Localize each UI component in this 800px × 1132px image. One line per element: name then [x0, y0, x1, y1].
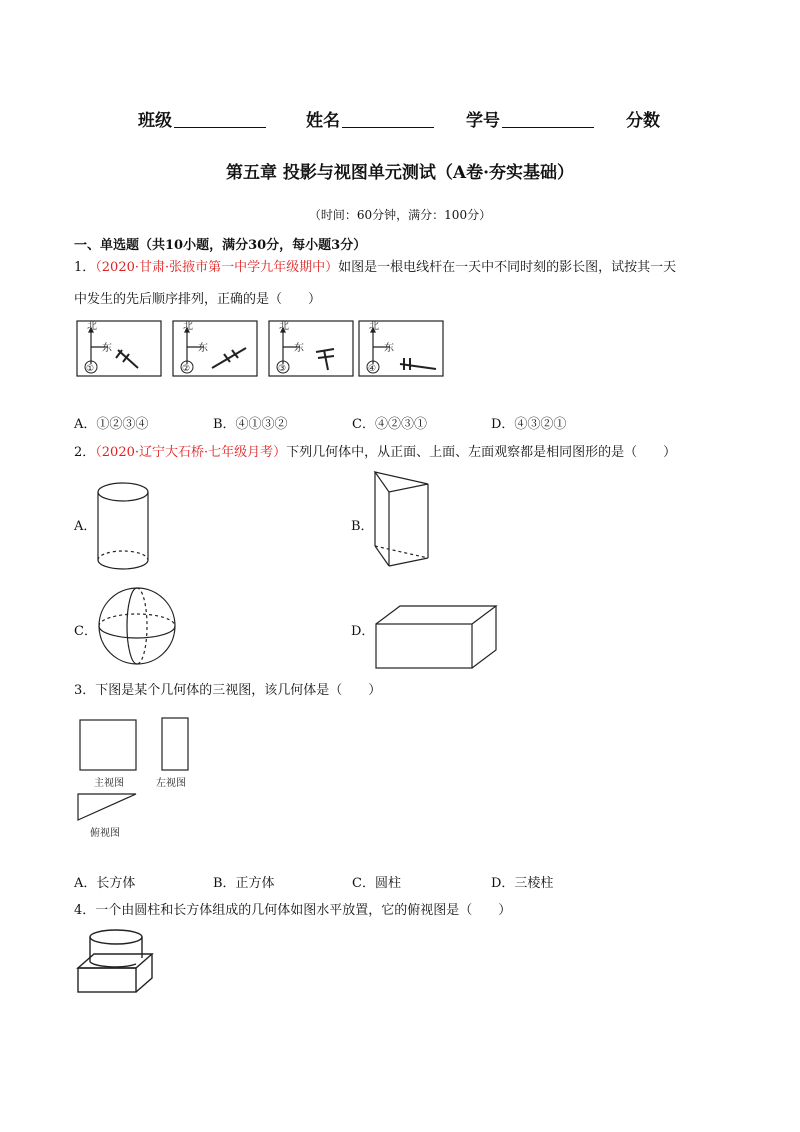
panel-1-east: 东 [102, 343, 112, 354]
question-2-text: 下列几何体中，从正面、上面、左面观察都是相同图形的是（ ） [286, 445, 677, 460]
id-field [466, 106, 594, 131]
panel-3-north: 北 [279, 321, 289, 332]
q3-option-d[interactable]: D．三棱柱 [491, 876, 554, 891]
panel-3-east: 东 [294, 343, 304, 354]
top-view-triangle [78, 794, 136, 820]
front-view-square [80, 720, 136, 770]
question-2-number: 2． [74, 445, 96, 460]
q1-option-b[interactable]: B．④①③② [213, 417, 288, 432]
score-label: 分数 [626, 111, 660, 131]
q3-option-b[interactable]: B．正方体 [213, 876, 275, 891]
left-view-label: 左视图 [156, 778, 186, 789]
panel-2-east: 东 [198, 343, 208, 354]
class-field [138, 106, 266, 131]
panel-2-north: 北 [183, 321, 193, 332]
question-4-text: 4．一个由圆柱和长方体组成的几何体如图水平放置，它的俯视图是（ ） [74, 903, 512, 918]
q1-option-d[interactable]: D．④③②① [491, 417, 567, 432]
page-title: 第五章 投影与视图单元测试（A卷·夯实基础） [225, 163, 575, 183]
q2-option-c-label[interactable]: C． [74, 624, 97, 639]
q3-option-a[interactable]: A．长方体 [74, 876, 136, 891]
triangular-prism-figure[interactable] [372, 470, 432, 570]
name-blank[interactable] [342, 109, 434, 128]
section-heading: 一、单选题（共10小题，满分30分，每小题3分） [74, 238, 367, 253]
q1-option-a[interactable]: A．①②③④ [74, 417, 149, 432]
q3-option-c[interactable]: C．圆柱 [352, 876, 401, 891]
front-view-label: 主视图 [94, 778, 124, 789]
question-3-text: 3．下图是某个几何体的三视图，该几何体是（ ） [74, 683, 382, 698]
panel-4-east: 东 [384, 343, 394, 354]
panel-4-number: ④ [368, 364, 377, 374]
q2-option-d-label[interactable]: D． [351, 624, 375, 639]
panel-2-number: ② [182, 364, 191, 374]
left-view-rect [162, 718, 188, 770]
panel-1-number: ① [86, 364, 95, 374]
shadow-panels-figure [76, 320, 444, 378]
three-views-figure [76, 712, 196, 842]
name-field [306, 106, 434, 131]
question-1-text-line1: 如图是一根电线杆在一天中不同时刻的影长图，试按其一天 [338, 260, 677, 275]
top-view-label: 俯视图 [90, 828, 120, 839]
panel-4-north: 北 [369, 321, 379, 332]
question-2-source: （2020·辽宁大石桥·七年级月考） [95, 445, 287, 460]
class-blank[interactable] [174, 109, 266, 128]
q2-option-a-label[interactable]: A． [74, 519, 97, 534]
question-1-source: （2020·甘肃·张掖市第一中学九年级期中） [95, 260, 339, 275]
name-label: 姓名 [306, 111, 340, 131]
panel-1-north: 北 [87, 321, 97, 332]
cuboid-figure[interactable] [374, 604, 500, 670]
question-2 [74, 443, 676, 463]
q2-option-b-label[interactable]: B． [351, 519, 374, 534]
page-subtitle: （时间：60分钟，满分：100分） [308, 208, 492, 222]
q1-option-c[interactable]: C．④②③① [352, 417, 427, 432]
question-1 [74, 258, 676, 278]
cylinder-on-cuboid-figure [74, 928, 156, 994]
sphere-figure[interactable] [96, 585, 178, 667]
question-1-text-line2: 中发生的先后顺序排列，正确的是（ ） [74, 292, 322, 307]
id-label: 学号 [466, 111, 500, 131]
id-blank[interactable] [502, 109, 594, 128]
cylinder-figure[interactable] [95, 478, 155, 574]
question-1-number: 1． [74, 260, 96, 275]
class-label: 班级 [138, 111, 172, 131]
panel-3-number: ③ [278, 364, 287, 374]
